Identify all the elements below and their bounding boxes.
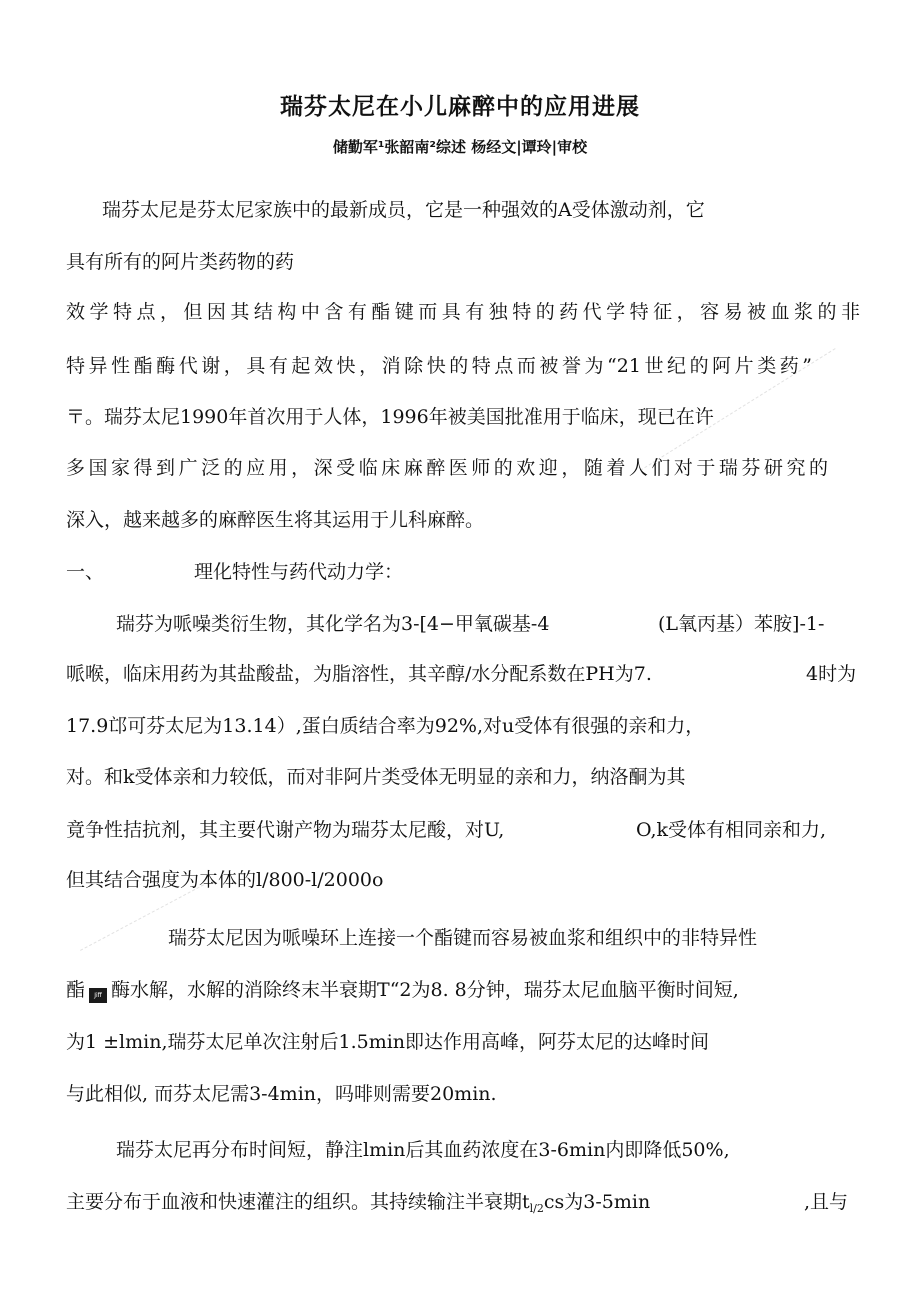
- paragraph-line: 特异性酯酶代谢，具有起效快，消除快的特点而被誉为“21世纪的阿片类药”: [66, 355, 812, 377]
- paragraph-line: 效学特点，但因其结构中含有酯键而具有独特的药代学特征，容易被血浆的非: [66, 301, 860, 323]
- paragraph-line: 为1 ±lmin,瑞芬太尼单次注射后1.5min即达作用高峰，阿芬太尼的达峰时间: [66, 1031, 710, 1053]
- paragraph-line: 瑞芬太尼因为哌噪环上连接一个酯键而容易被血浆和组织中的非特异性: [168, 927, 758, 949]
- article-authors: 储勤军¹张韶南²综述 杨经文|谭玲|审校: [332, 138, 588, 156]
- paragraph-line: 多国家得到广泛的应用，深受临床麻醉医师的欢迎，随着人们对于瑞芬研究的: [66, 457, 828, 479]
- paragraph-line: 深入，越来越多的麻醉医生将其运用于儿科麻醉。: [66, 509, 485, 531]
- section-heading: 理化特性与药代动力学：: [194, 561, 404, 583]
- paragraph-line-fragment: O,k受体有相同亲和力,: [636, 819, 827, 841]
- paragraph-line: 具有所有的阿片类药物的药: [66, 251, 295, 273]
- paragraph-line-fragment: 4时为: [806, 663, 857, 685]
- paragraph-text: cs为3-5min: [543, 1191, 651, 1213]
- article-title: 瑞芬太尼在小儿麻醉中的应用进展: [280, 94, 640, 120]
- paragraph-line: 17.9邙可芬太尼为13.14）,蛋白质结合率为92%,对u受体有很强的亲和力，: [66, 715, 705, 737]
- paragraph-line: [66, 1190, 650, 1214]
- paragraph-line: 对。和k受体亲和力较低，而对非阿片类受体无明显的亲和力，纳洛酮为其: [66, 766, 686, 788]
- paragraph-line: 瑞芬太尼再分布时间短，静注lmin后其血药浓度在3-6min内即降低50%,: [116, 1139, 730, 1161]
- paragraph-text: 酶水解，水解的消除终末半衰期T“2为8. 8分钟，瑞芬太尼血脑平衡时间短,: [111, 979, 739, 1001]
- paragraph-line: 〒。瑞芬太尼1990年首次用于人体，1996年被美国批准用于临床，现已在许: [66, 406, 714, 428]
- subscript-text: l/2: [529, 1202, 544, 1215]
- paragraph-line: 瑞芬太尼是芬太尼家族中的最新成员，它是一种强效的A受体激动剂，它: [102, 199, 705, 221]
- section-number: 一、: [66, 561, 105, 583]
- paragraph-text: 酯: [66, 979, 86, 1001]
- paragraph-text: 主要分布于血液和快速灌注的组织。其持续输注半衰期t: [66, 1191, 530, 1213]
- paragraph-line-fragment: (L氧丙基）苯胺]-1-: [658, 613, 825, 635]
- paragraph-line: 瑞芬为哌噪类衍生物，其化学名为3-[4−甲氧碳基-4: [116, 613, 550, 635]
- paragraph-line: [66, 978, 739, 1002]
- paragraph-line: 竟争性拮抗剂，其主要代谢产物为瑞芬太尼酸，对U,: [66, 819, 505, 841]
- paragraph-line: 哌喉，临床用药为其盐酸盐，为脂溶性，其辛醇/水分配系数在PH为7.: [66, 663, 652, 685]
- garbled-glyph: Jiff: [89, 988, 107, 1003]
- paragraph-line-fragment: ,且与: [804, 1191, 849, 1213]
- paragraph-line: 但其结合强度为本体的l/800-l/2000o: [66, 869, 384, 891]
- paragraph-line: 与此相似, 而芬太尼需3-4min，吗啡则需要20min.: [66, 1083, 497, 1105]
